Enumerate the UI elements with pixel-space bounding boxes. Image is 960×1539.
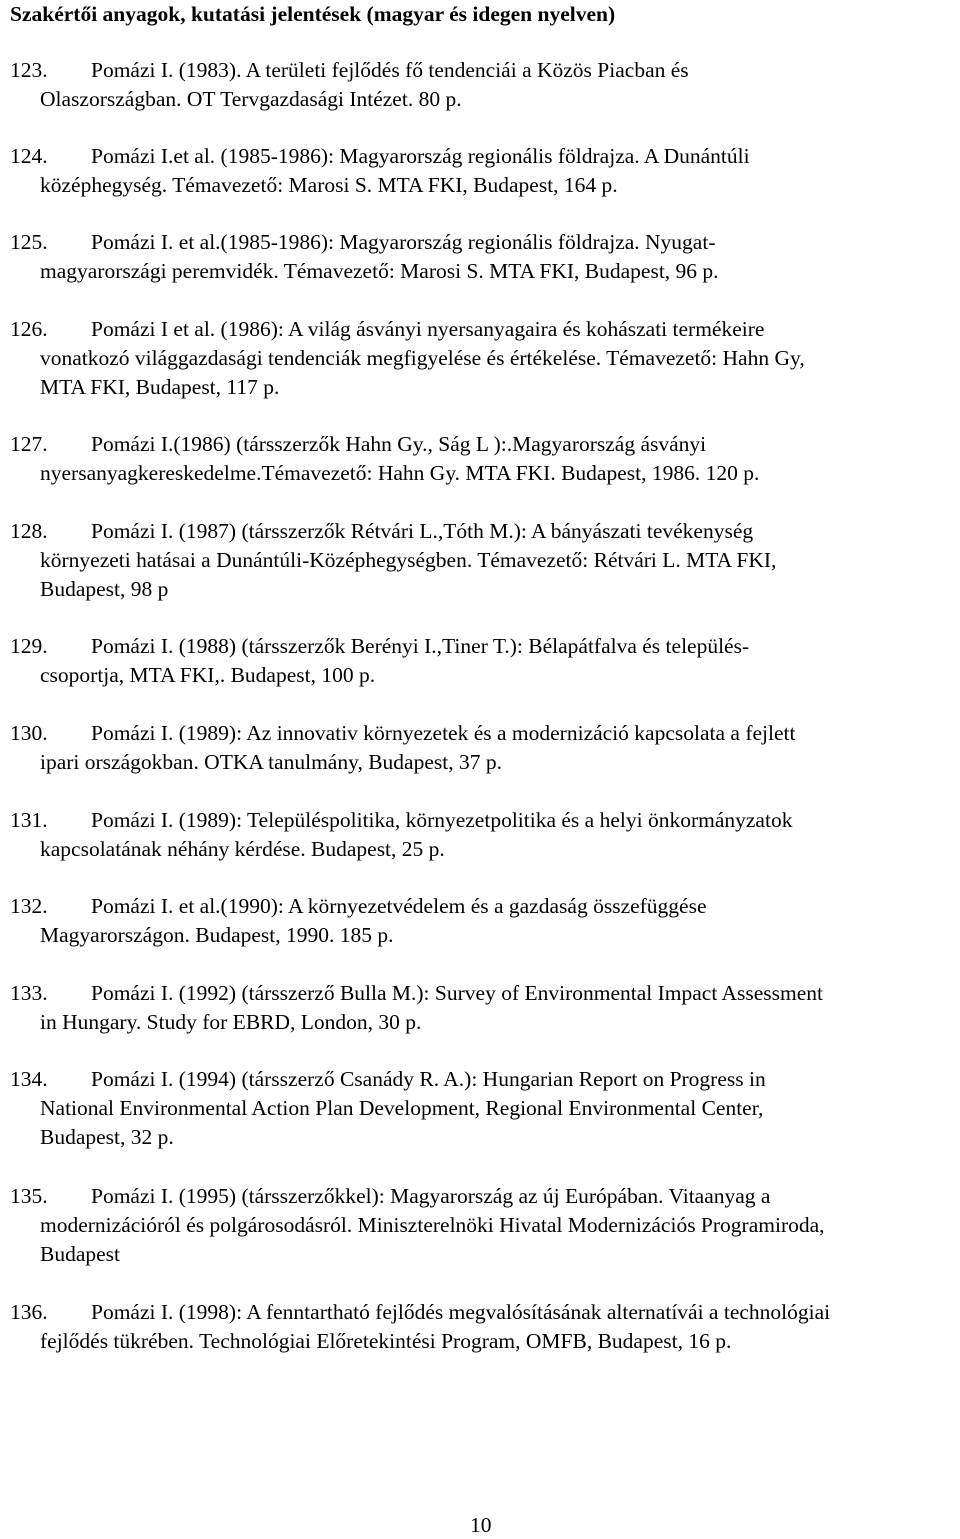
reference-text: Pomázi I. (1989): Településpolitika, környezetpolitika és a helyi önkormányzatok	[91, 808, 793, 832]
reference-text: Pomázi I. et al.(1985-1986): Magyarország regionális földrajza. Nyugat-	[91, 230, 716, 254]
reference-text: Pomázi I. (1987) (társszerzők Rétvári L.,Tóth M.): A bányászati tevékenység	[91, 519, 754, 543]
reference-text: Olaszországban. OT Tervgazdasági Intézet. 80 p.	[40, 87, 462, 111]
page-number: 10	[470, 1513, 492, 1537]
reference-number: 128.	[10, 519, 48, 543]
reference-first-line	[10, 1065, 960, 1094]
reference-number: 134.	[10, 1067, 48, 1091]
reference-continuation-line	[40, 459, 960, 488]
reference-text: MTA FKI, Budapest, 117 p.	[40, 375, 280, 399]
reference-number: 132.	[10, 894, 48, 918]
reference-text: modernizációról és polgárosodásról. Miniszterelnöki Hivatal Modernizációs Programiroda,	[40, 1213, 825, 1237]
reference-entry	[10, 1182, 960, 1269]
reference-entry	[10, 142, 960, 200]
reference-continuation-line	[40, 85, 960, 114]
reference-text: Budapest, 98 p	[40, 577, 169, 601]
reference-first-line	[10, 979, 960, 1008]
reference-first-line	[10, 1182, 960, 1211]
reference-number: 130.	[10, 721, 48, 745]
reference-continuation-line	[40, 546, 960, 575]
reference-first-line	[10, 632, 960, 661]
reference-text: középhegység. Témavezető: Marosi S. MTA FKI, Budapest, 164 p.	[40, 173, 618, 197]
reference-text: magyarországi peremvidék. Témavezető: Marosi S. MTA FKI, Budapest, 96 p.	[40, 259, 719, 283]
reference-continuation-line	[40, 257, 960, 286]
reference-continuation-line	[40, 1094, 960, 1123]
reference-text: Pomázi I. (1995) (társszerzőkkel): Magyarország az új Európában. Vitaanyag a	[91, 1184, 771, 1208]
reference-number: 131.	[10, 808, 48, 832]
reference-continuation-line	[40, 748, 960, 777]
reference-first-line	[10, 142, 960, 171]
reference-number: 135.	[10, 1184, 48, 1208]
reference-first-line	[10, 56, 960, 85]
reference-text: Pomázi I. (1988) (társszerzők Berényi I.,Tiner T.): Bélapátfalva és település-	[91, 634, 750, 658]
reference-entry	[10, 979, 960, 1037]
reference-entry	[10, 719, 960, 777]
reference-entry	[10, 1065, 960, 1152]
reference-first-line	[10, 517, 960, 546]
reference-text: National Environmental Action Plan Development, Regional Environmental Center,	[40, 1096, 764, 1120]
reference-continuation-line	[40, 1008, 960, 1037]
reference-first-line	[10, 719, 960, 748]
reference-number: 129.	[10, 634, 48, 658]
reference-text: Pomázi I. (1998): A fenntartható fejlődés megvalósításának alternatívái a technológiai	[91, 1300, 831, 1324]
reference-text: csoportja, MTA FKI,. Budapest, 100 p.	[40, 663, 376, 687]
reference-first-line	[10, 430, 960, 459]
reference-continuation-line	[40, 575, 960, 604]
reference-first-line	[10, 806, 960, 835]
reference-entry	[10, 892, 960, 950]
reference-number: 123.	[10, 58, 48, 82]
reference-entry	[10, 632, 960, 690]
reference-continuation-line	[40, 171, 960, 200]
reference-text: in Hungary. Study for EBRD, London, 30 p.	[40, 1010, 422, 1034]
reference-text: Budapest	[40, 1242, 121, 1266]
reference-entry	[10, 315, 960, 402]
reference-text: Pomázi I.(1986) (társszerzők Hahn Gy., Ság L ):.Magyarország ásványi	[91, 432, 707, 456]
reference-entry	[10, 56, 960, 114]
reference-continuation-line	[40, 1211, 960, 1240]
reference-number: 127.	[10, 432, 48, 456]
reference-text: Pomázi I.et al. (1985-1986): Magyarország regionális földrajza. A Dunántúli	[91, 144, 750, 168]
reference-first-line	[10, 228, 960, 257]
reference-text: környezeti hatásai a Dunántúli-Középhegységben. Témavezető: Rétvári L. MTA FKI,	[40, 548, 777, 572]
reference-entry	[10, 430, 960, 488]
reference-first-line	[10, 315, 960, 344]
reference-continuation-line	[40, 1327, 960, 1356]
reference-text: vonatkozó világgazdasági tendenciák megfigyelése és értékelése. Témavezető: Hahn Gy,	[40, 346, 805, 370]
reference-continuation-line	[40, 921, 960, 950]
reference-entry	[10, 806, 960, 864]
reference-number: 136.	[10, 1300, 48, 1324]
reference-entry	[10, 228, 960, 286]
reference-first-line	[10, 1298, 960, 1327]
reference-entry	[10, 1298, 960, 1356]
reference-text: Pomázi I. (1992) (társszerző Bulla M.): Survey of Environmental Impact Assessment	[91, 981, 824, 1005]
reference-text: Pomázi I. (1994) (társszerző Csanády R. A.): Hungarian Report on Progress in	[91, 1067, 766, 1091]
reference-text: ipari országokban. OTKA tanulmány, Budapest, 37 p.	[40, 750, 502, 774]
reference-text: Pomázi I. (1983). A területi fejlődés fő tendenciái a Közös Piacban és	[91, 58, 689, 82]
reference-continuation-line	[40, 344, 960, 373]
reference-text: Magyarországon. Budapest, 1990. 185 p.	[40, 923, 394, 947]
reference-text: Pomázi I. et al.(1990): A környezetvédelem és a gazdaság összefüggése	[91, 894, 707, 918]
reference-text: nyersanyagkereskedelme.Témavezető: Hahn Gy. MTA FKI. Budapest, 1986. 120 p.	[40, 461, 760, 485]
reference-number: 126.	[10, 317, 48, 341]
reference-text: fejlődés tükrében. Technológiai Előretekintési Program, OMFB, Budapest, 16 p.	[40, 1329, 732, 1353]
reference-entry	[10, 517, 960, 604]
reference-continuation-line	[40, 1123, 960, 1152]
reference-text: Pomázi I. (1989): Az innovativ környezetek és a modernizáció kapcsolata a fejlett	[91, 721, 796, 745]
reference-number: 133.	[10, 981, 48, 1005]
reference-text: kapcsolatának néhány kérdése. Budapest, 25 p.	[40, 837, 445, 861]
reference-text: Pomázi I et al. (1986): A világ ásványi nyersanyagaira és kohászati termékeire	[91, 317, 765, 341]
reference-number: 124.	[10, 144, 48, 168]
reference-continuation-line	[40, 835, 960, 864]
section-heading: Szakértői anyagok, kutatási jelentések (magyar és idegen nyelven)	[10, 2, 616, 26]
reference-text: Budapest, 32 p.	[40, 1125, 174, 1149]
reference-continuation-line	[40, 1240, 960, 1269]
reference-continuation-line	[40, 661, 960, 690]
reference-continuation-line	[40, 373, 960, 402]
reference-number: 125.	[10, 230, 48, 254]
reference-first-line	[10, 892, 960, 921]
